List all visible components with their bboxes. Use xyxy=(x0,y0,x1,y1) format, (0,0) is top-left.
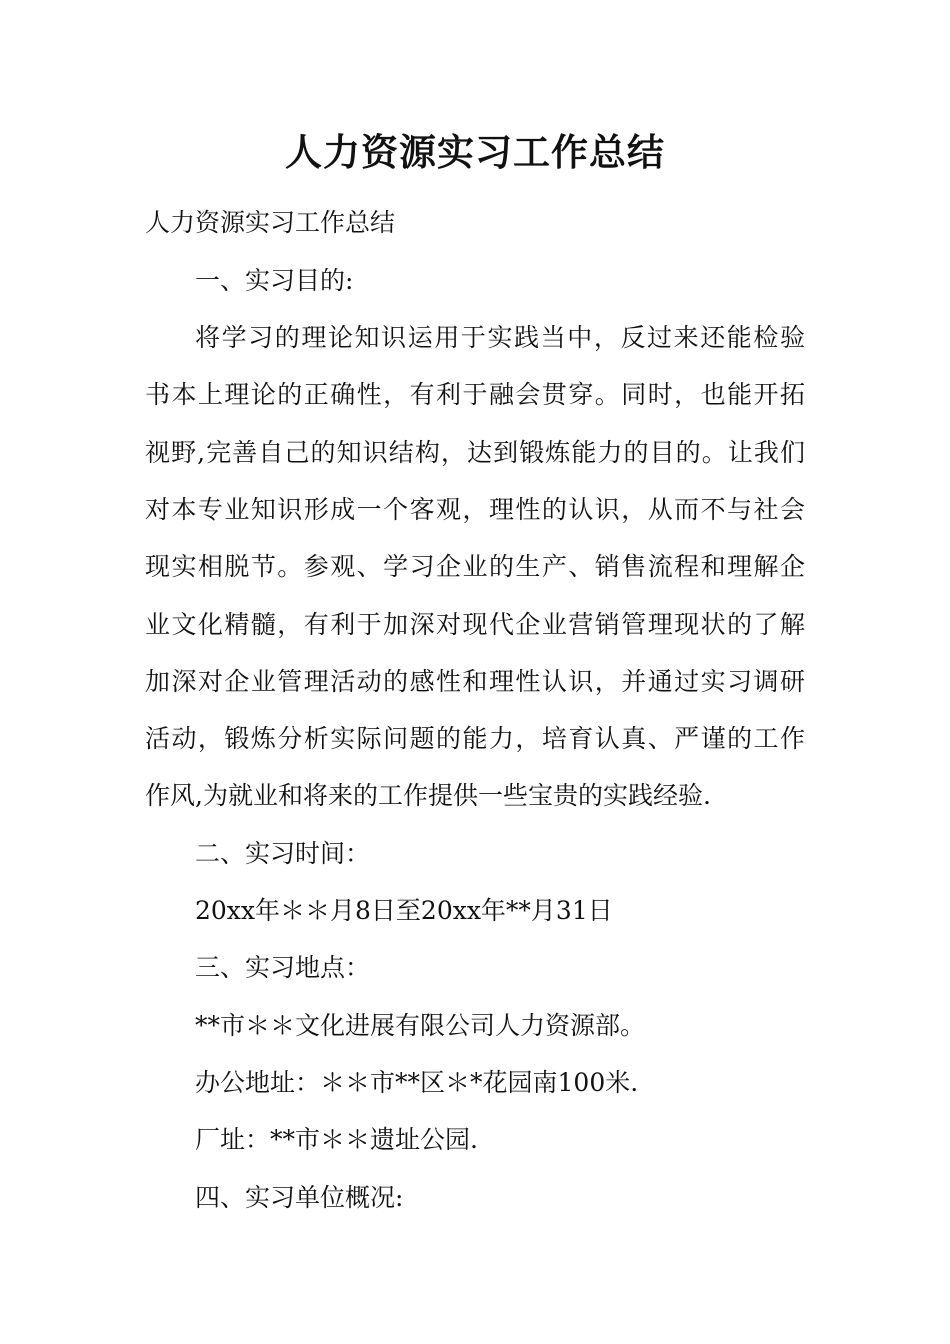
section-heading-purpose: 一、实习目的: xyxy=(195,266,354,295)
document-title: 人力资源实习工作总结 xyxy=(285,130,665,174)
paragraph-line: 视野,完善自己的知识结构，达到锻炼能力的目的。让我们 xyxy=(145,438,805,467)
section-heading-time: 二、实习时间： xyxy=(195,839,371,868)
paragraph-line: 活动，锻炼分析实际问题的能力，培育认真、严谨的工作 xyxy=(145,724,805,753)
section-heading-unit: 四、实习单位概况: xyxy=(195,1183,404,1212)
place-office-address: 办公地址：＊＊市**区＊*花园南100米. xyxy=(195,1068,639,1097)
paragraph-line: 作风,为就业和将来的工作提供一些宝贵的实践经验. xyxy=(145,781,711,810)
paragraph-line: 书本上理论的正确性，有利于融会贯穿。同时，也能开拓 xyxy=(145,380,805,409)
place-company: **市＊＊文化进展有限公司人力资源部。 xyxy=(195,1011,646,1040)
paragraph-line: 现实相脱节。参观、学习企业的生产、销售流程和理解企 xyxy=(145,552,805,581)
place-factory-address: 厂址：**市＊＊遗址公园. xyxy=(195,1125,478,1154)
paragraph-line: 对本专业知识形成一个客观，理性的认识，从而不与社会 xyxy=(145,495,805,524)
paragraph-line: 业文化精髓，有利于加深对现代企业营销管理现状的了解 xyxy=(145,610,805,639)
paragraph-line: 将学习的理论知识运用于实践当中，反过来还能检验 xyxy=(195,323,805,352)
document-subtitle: 人力资源实习工作总结 xyxy=(145,208,396,237)
paragraph-line: 加深对企业管理活动的感性和理性认识，并通过实习调研 xyxy=(145,667,805,696)
section-heading-place: 三、实习地点： xyxy=(195,953,371,982)
internship-dates: 20xx年＊＊月8日至20xx年**月31日 xyxy=(195,896,613,925)
